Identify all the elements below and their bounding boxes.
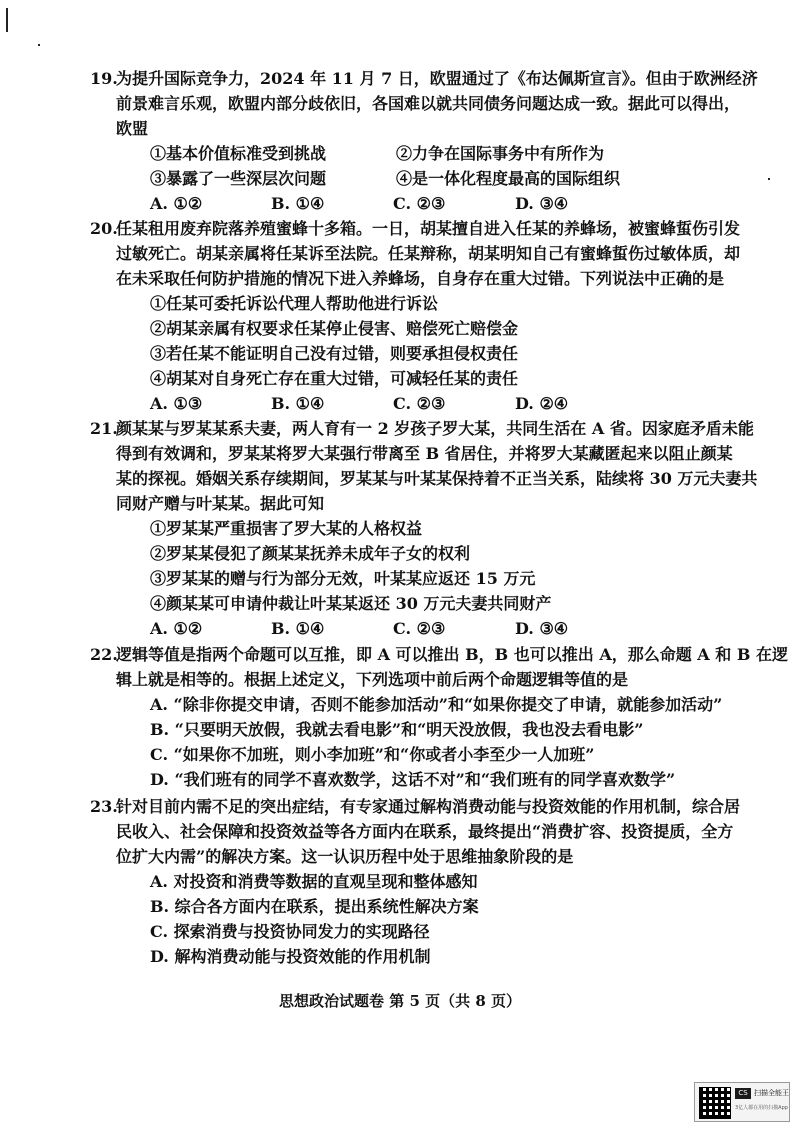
- option-a: A. “除非你提交申请，否则不能参加活动”和“如果你提交了申请，就能参加活动”: [150, 695, 723, 714]
- option-d: D. 解构消费动能与投资效能的作用机制: [150, 947, 431, 966]
- option-d: D. “我们班有的同学不喜欢数学，这话不对”和“我们班有的同学喜欢数学”: [150, 770, 676, 789]
- option-c: C. ②③: [393, 194, 446, 213]
- question-stem-line: 得到有效调和，罗某某将罗大某强行带离至 B 省居住，并将罗大某藏匿起来以阻止颜某: [116, 444, 733, 463]
- page-footer: 思想政治试题卷 第 5 页（共 8 页）: [279, 992, 521, 1010]
- question-23: [90, 794, 756, 969]
- option-a: A. ①②: [150, 194, 203, 213]
- question-21: [90, 416, 758, 641]
- option-b: B. ①④: [271, 394, 325, 413]
- answer-options: [116, 191, 756, 216]
- question-stem-line: 同财产赠与叶某某。据此可知: [116, 494, 325, 513]
- qr-code-icon: [699, 1087, 731, 1119]
- question-stem-line: 针对目前内需不足的突出症结，有专家通过解构消费动能与投资效能的作用机制，综合居: [116, 797, 741, 816]
- option-d: D. ②④: [515, 394, 569, 413]
- option-c: C. “如果你不加班，则小李加班”和“你或者小李至少一人加班”: [150, 745, 595, 764]
- statement: ③罗某某的赠与行为部分无效，叶某某应返还 15 万元: [150, 569, 536, 588]
- question-number: 19.: [90, 69, 118, 88]
- question-stem-line: 辑上就是相等的。根据上述定义，下列选项中前后两个命题逻辑等值的是: [116, 670, 629, 689]
- option-d: D. ③④: [515, 619, 569, 638]
- camscanner-logo-icon: CS: [735, 1088, 751, 1099]
- statement: ①罗某某严重损害了罗大某的人格权益: [150, 519, 423, 538]
- question-stem-line: 颜某某与罗某某系夫妻，两人育有一 2 岁孩子罗大某，共同生活在 A 省。因家庭矛盾未能: [116, 419, 754, 438]
- option-b: B. “只要明天放假，我就去看电影”和“明天没放假，我也没去看电影”: [150, 720, 644, 739]
- margin-mark: [6, 8, 8, 32]
- scanner-watermark: [694, 1082, 790, 1122]
- question-number: 22.: [90, 645, 118, 664]
- statement: ②力争在国际事务中有所作为: [396, 144, 605, 163]
- option-a: A. ①②: [150, 619, 203, 638]
- question-stem-line: 位扩大内需”的解决方案。这一认识历程中处于思维抽象阶段的是: [116, 847, 574, 866]
- scanner-slogan: 3亿人都在用的扫描App: [735, 1105, 788, 1111]
- option-a: A. ①③: [150, 394, 203, 413]
- question-stem-line: 前景难言乐观，欧盟内部分歧依旧，各国难以就共同债务问题达成一致。据此可以得出，: [116, 94, 741, 113]
- question-20: [90, 216, 756, 416]
- option-c: C. ②③: [393, 619, 446, 638]
- option-a: A. 对投资和消费等数据的直观呈现和整体感知: [150, 872, 478, 891]
- question-19: [90, 66, 758, 216]
- option-b: B. ①④: [271, 194, 325, 213]
- option-d: D. ③④: [515, 194, 569, 213]
- statement: ④是一体化程度最高的国际组织: [396, 169, 621, 188]
- option-b: B. 综合各方面内在联系，提出系统性解决方案: [150, 897, 479, 916]
- statement: ②罗某某侵犯了颜某某抚养未成年子女的权利: [150, 544, 471, 563]
- scan-speck: [38, 44, 40, 46]
- question-stem-line: 任某租用废弃院落养殖蜜蜂十多箱。一日，胡某擅自进入任某的养蜂场，被蜜蜂蜇伤引发: [116, 219, 741, 238]
- statement-row: [116, 141, 756, 166]
- question-stem-line: 过敏死亡。胡某亲属将任某诉至法院。任某辩称，胡某明知自己有蜜蜂蜇伤过敏体质，却: [116, 244, 741, 263]
- question-stem-line: 某的探视。婚姻关系存续期间，罗某某与叶某某保持着不正当关系，陆续将 30 万元夫妻共: [116, 469, 758, 488]
- statement: ①基本价值标准受到挑战: [150, 144, 327, 163]
- question-number: 23.: [90, 797, 118, 816]
- question-number: 20.: [90, 219, 118, 238]
- statement: ④颜某某可申请仲裁让叶某某返还 30 万元夫妻共同财产: [150, 594, 552, 613]
- question-stem-line: 在未采取任何防护措施的情况下进入养蜂场，自身存在重大过错。下列说法中正确的是: [116, 269, 725, 288]
- scan-speck: [768, 178, 770, 180]
- statement: ③若任某不能证明自己没有过错，则要承担侵权责任: [150, 344, 519, 363]
- answer-options: [116, 391, 756, 416]
- option-b: B. ①④: [271, 619, 325, 638]
- option-c: C. 探索消费与投资协同发力的实现路径: [150, 922, 430, 941]
- statement: ①任某可委托诉讼代理人帮助他进行诉讼: [150, 294, 439, 313]
- question-stem-line: 民收入、社会保障和投资效益等各方面内在联系，最终提出“消费扩容、投资提质，全方: [116, 822, 734, 841]
- question-22: [90, 642, 788, 792]
- question-stem-line: 为提升国际竞争力，2024 年 11 月 7 日，欧盟通过了《布达佩斯宣言》。但由于欧洲经济: [116, 69, 758, 88]
- question-number: 21.: [90, 419, 118, 438]
- statement-row: [116, 166, 756, 191]
- statement: ④胡某对自身死亡存在重大过错，可减轻任某的责任: [150, 369, 519, 388]
- option-c: C. ②③: [393, 394, 446, 413]
- statement: ③暴露了一些深层次问题: [150, 169, 327, 188]
- question-stem-line: 欧盟: [116, 119, 149, 138]
- statement: ②胡某亲属有权要求任某停止侵害、赔偿死亡赔偿金: [150, 319, 519, 338]
- scanner-app-name: 扫描全能王: [754, 1089, 789, 1097]
- question-stem-line: 逻辑等值是指两个命题可以互推，即 A 可以推出 B，B 也可以推出 A，那么命题 A 和 B 在逻: [116, 645, 788, 664]
- answer-options: [116, 616, 756, 641]
